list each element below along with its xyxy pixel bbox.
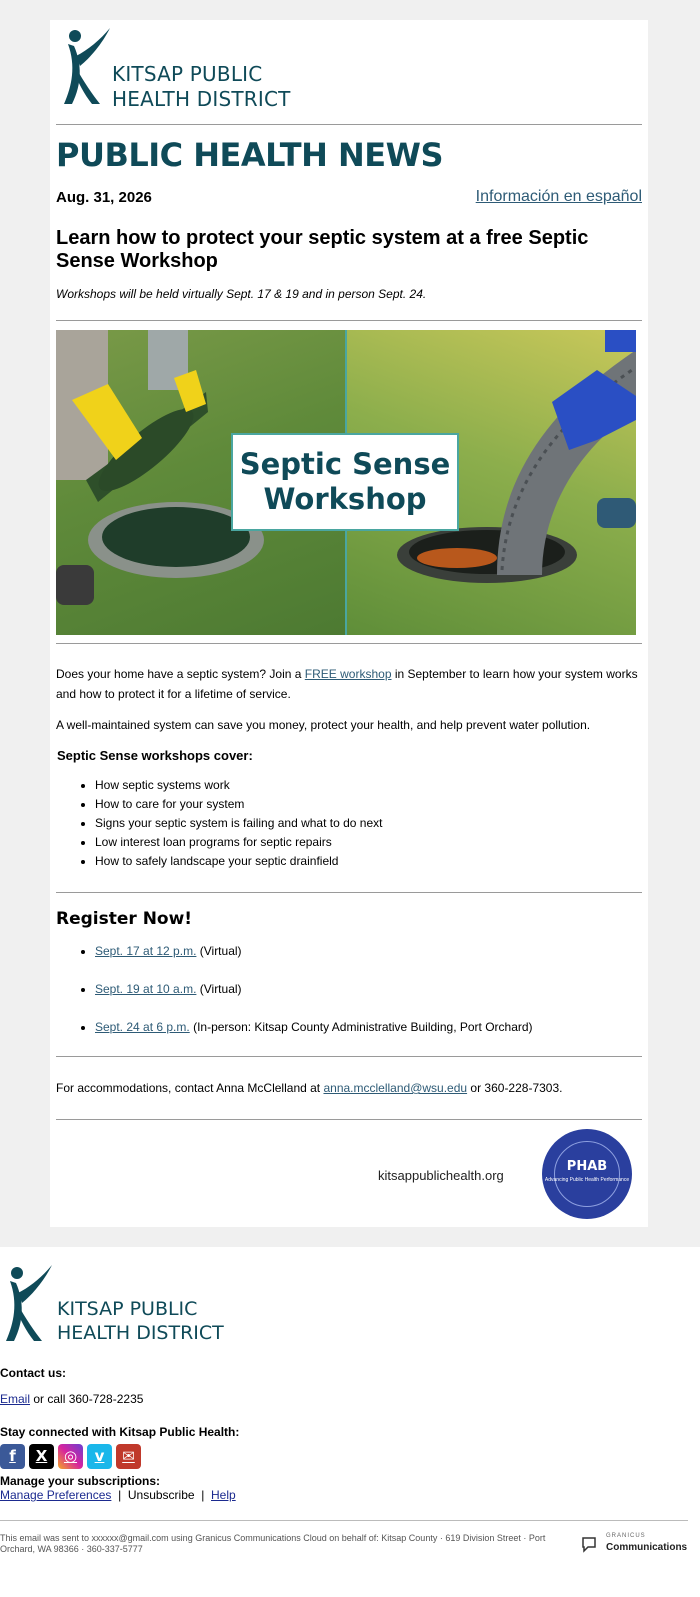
contact-line — [0, 1392, 143, 1406]
intro-text: Does your home have a septic system? Join a — [56, 667, 305, 681]
unsubscribe-link[interactable]: Unsubscribe — [127, 1488, 195, 1502]
article-subhead: Workshops will be held virtually Sept. 17 & 19 and in person Sept. 24. — [56, 287, 427, 301]
divider — [56, 320, 642, 321]
session-link-sept24[interactable]: Sept. 24 at 6 p.m. — [95, 1020, 190, 1034]
phab-logo-text: PHAB — [566, 1159, 608, 1174]
sessions-list — [56, 943, 642, 1035]
session-link-sept19[interactable]: Sept. 19 at 10 a.m. — [95, 982, 197, 996]
article-headline: Learn how to protect your septic system at a free Septic Sense Workshop — [56, 227, 589, 272]
divider — [56, 643, 642, 644]
manage-preferences-link[interactable]: Manage Preferences — [0, 1488, 112, 1502]
granicus-logo — [580, 1533, 700, 1557]
issue-date: Aug. 31, 2026 — [56, 188, 152, 206]
granicus-communications: Communications — [606, 1542, 688, 1553]
link-separator: | — [111, 1488, 128, 1502]
x-icon[interactable]: X — [29, 1444, 54, 1469]
session-note: (Virtual) — [196, 944, 242, 958]
help-link[interactable]: Help — [211, 1488, 236, 1502]
accommodations-paragraph — [56, 1078, 642, 1098]
org-name-line1: KITSAP PUBLIC — [112, 62, 263, 86]
list-item: • Low interest loan programs for septic repairs — [95, 833, 642, 852]
facebook-icon[interactable]: f — [0, 1444, 25, 1469]
instagram-icon[interactable]: ◎ — [58, 1444, 83, 1469]
manage-label: Manage your subscriptions: — [0, 1474, 161, 1488]
footer-org-line1: KITSAP PUBLIC — [57, 1298, 198, 1320]
masthead-title: PUBLIC HEALTH NEWS — [56, 136, 443, 174]
kphd-logo-icon — [58, 26, 114, 106]
subscription-links — [0, 1488, 236, 1502]
link-separator: | — [194, 1488, 212, 1502]
phab-ring — [554, 1141, 620, 1207]
phab-tagline: Advancing Public Health Performance — [544, 1177, 630, 1183]
topics-list — [56, 776, 642, 871]
org-name — [112, 62, 291, 112]
session-note: (In-person: Kitsap County Administrative Building, Port Orchard) — [189, 1020, 533, 1034]
contact-email-link[interactable]: anna.mcclelland@wsu.edu — [323, 1081, 468, 1095]
register-heading: Register Now! — [56, 909, 193, 929]
hero-title-box — [231, 433, 459, 531]
divider — [56, 892, 642, 893]
granicus-wordmark: GRANICUS — [606, 1533, 646, 1539]
session-link-sept17[interactable]: Sept. 17 at 12 p.m. — [95, 944, 197, 958]
session-note: (Virtual) — [196, 982, 242, 996]
header-logo — [56, 20, 642, 124]
accommodations-phone: or 360-228-7303. — [467, 1081, 563, 1095]
org-name-line2: HEALTH DISTRICT — [112, 87, 291, 111]
phab-badge — [542, 1129, 632, 1219]
footer-phone: or call 360-728-2235 — [30, 1392, 144, 1406]
footer-org-line2: HEALTH DISTRICT — [57, 1322, 224, 1344]
list-item: • How to care for your system — [95, 795, 642, 814]
card-footer — [56, 1120, 642, 1227]
spanish-link[interactable]: Información en español — [475, 188, 642, 205]
accommodations-text: For accommodations, contact Anna McClelland at — [56, 1081, 324, 1095]
footer-org-name — [57, 1297, 224, 1345]
legal-notice: This email was sent to xxxxxx@gmail.com using Granicus Communications Cloud on behalf of: Kitsap County · 619 Division Street · Port Orchard, WA 98366 · 360-337-5777 — [0, 1533, 546, 1554]
hero-title-line2: Workshop — [263, 482, 427, 516]
divider — [56, 124, 642, 125]
website-link[interactable]: kitsappublichealth.org — [378, 1168, 504, 1183]
email-envelope-icon[interactable]: ✉ — [116, 1444, 141, 1469]
topics-label: Septic Sense workshops cover: — [57, 748, 253, 763]
list-item: • How to safely landscape your septic drainfield — [95, 852, 642, 871]
newsletter-card — [50, 20, 648, 1227]
list-item: • Signs your septic system is failing and what to do next — [95, 814, 642, 833]
date-row — [56, 185, 642, 209]
list-item: • How septic systems work — [95, 776, 642, 795]
session-item — [95, 981, 642, 997]
divider — [56, 1056, 642, 1057]
email-footer — [0, 1247, 700, 1591]
hero-image — [56, 330, 636, 635]
vimeo-icon[interactable]: v — [87, 1444, 112, 1469]
free-workshop-link[interactable]: FREE workshop — [304, 667, 392, 681]
hero-title-line1: Septic Sense — [239, 447, 451, 481]
intro-paragraph — [56, 664, 642, 704]
granicus-speech-icon — [580, 1535, 598, 1553]
footer-divider — [0, 1520, 688, 1521]
contact-label: Contact us: — [0, 1366, 66, 1380]
footer-email-link[interactable]: Email — [0, 1392, 31, 1406]
social-icons — [0, 1444, 141, 1469]
stay-connected-label: Stay connected with Kitsap Public Health: — [0, 1425, 240, 1439]
session-item — [95, 943, 642, 959]
benefit-paragraph: A well-maintained system can save you money, protect your health, and help prevent water pollution. — [56, 718, 591, 732]
session-item — [95, 1019, 642, 1035]
footer-kphd-logo-icon — [0, 1263, 56, 1343]
intro-text-continued: in September to learn how your system works and how to protect it for a lifetime of service. — [56, 667, 638, 701]
